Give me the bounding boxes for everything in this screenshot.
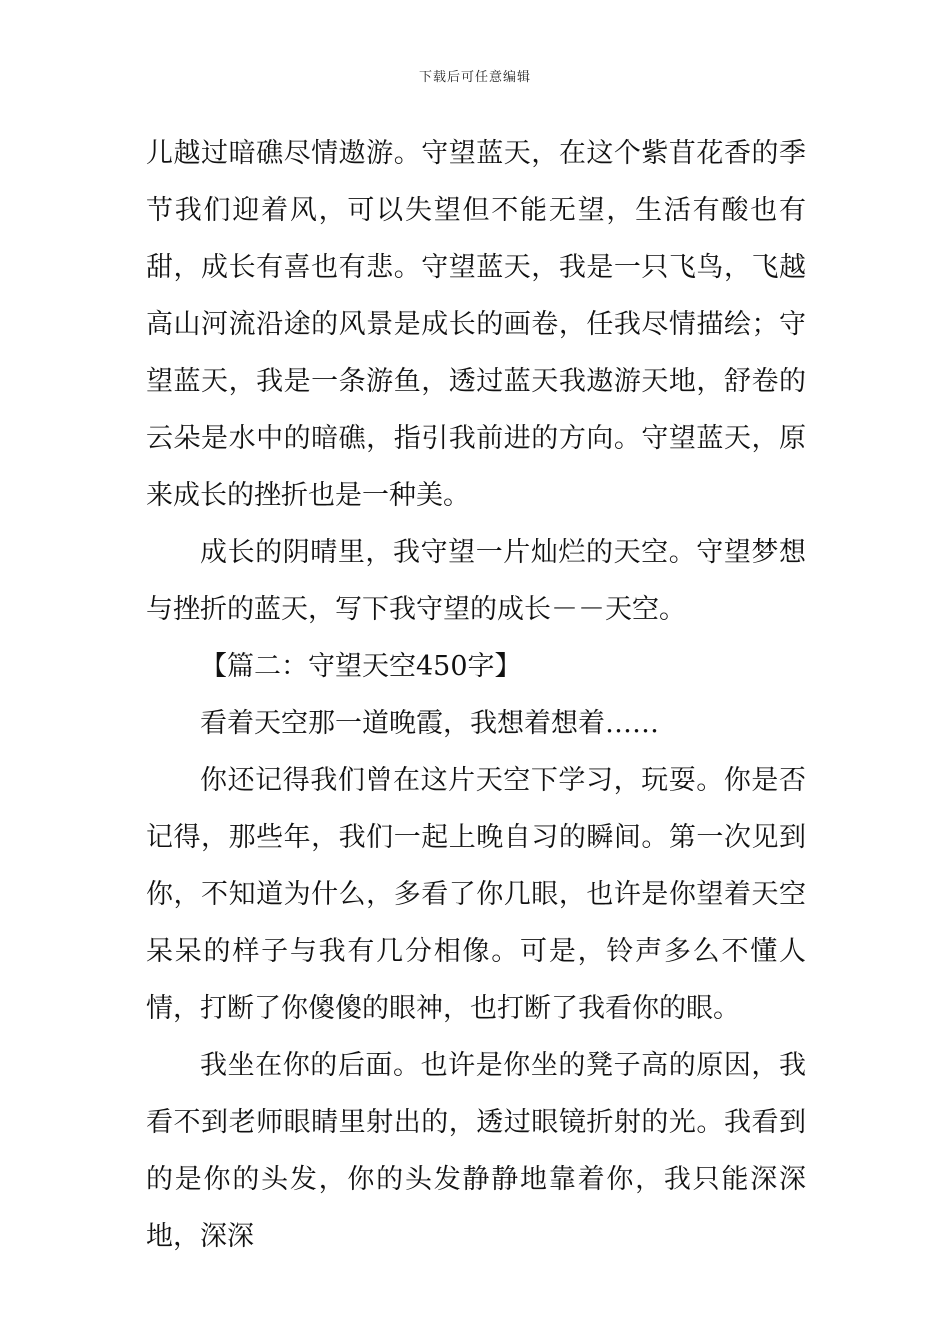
paragraph: 我坐在你的后面。也许是你坐的凳子高的原因，我看不到老师眼睛里射出的，透过眼镜折射的光。我看到的是你的头发，你的头发静静地靠着你，我只能深深地，深深	[146, 1050, 806, 1252]
paragraph: 看着天空那一道晚霞，我想着想着……	[200, 708, 659, 739]
paragraph: 成长的阴晴里，我守望一片灿烂的天空。守望梦想与挫折的蓝天，写下我守望的成长－－天空。	[146, 537, 806, 625]
document-body	[146, 125, 806, 1265]
paragraph: 你还记得我们曾在这片天空下学习，玩耍。你是否记得，那些年，我们一起上晚自习的瞬间。第一次见到你，不知道为什么，多看了你几眼，也许是你望着天空呆呆的样子与我有几分相像。可是，铃声多么不懂人情，打断了你傻傻的眼神，也打断了我看你的眼。	[146, 765, 806, 1024]
paragraph-continuation: 儿越过暗礁尽情遨游。守望蓝天，在这个紫苜花香的季节我们迎着风，可以失望但不能无望，生活有酸也有甜，成长有喜也有悲。守望蓝天，我是一只飞鸟，飞越高山河流沿途的风景是成长的画卷，任我尽情描绘；守望蓝天，我是一条游鱼，透过蓝天我遨游天地，舒卷的云朵是水中的暗礁，指引我前进的方向。守望蓝天，原来成长的挫折也是一种美。	[146, 138, 806, 511]
page-header: 下载后可任意编辑	[418, 70, 531, 85]
section-heading: 【篇二：守望天空450字】	[200, 651, 522, 682]
